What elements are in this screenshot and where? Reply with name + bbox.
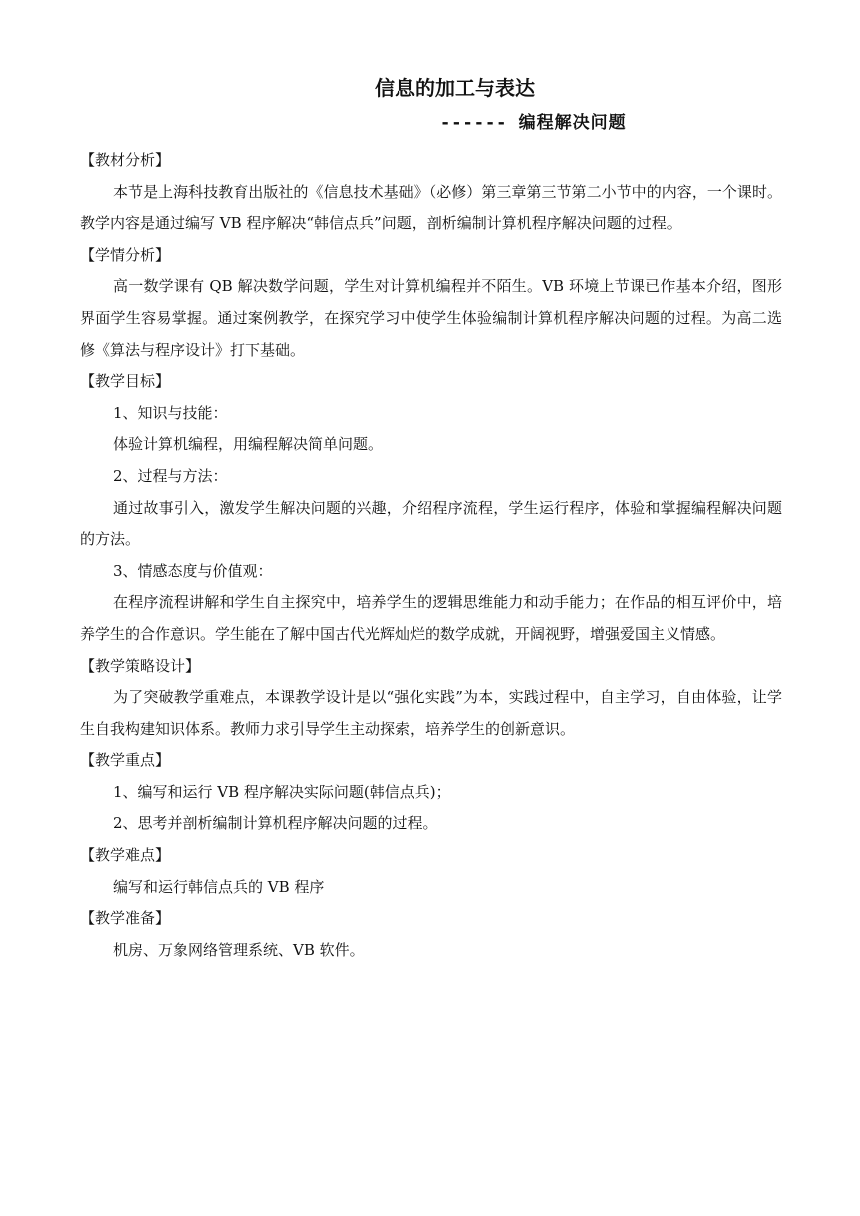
paragraph-strategy: 为了突破教学重难点，本课教学设计是以“强化实践”为本，实践过程中，自主学习，自由体验，让学生自我构建知识体系。教师力求引导学生主动探索，培养学生的创新意识。 (80, 688, 782, 738)
section-heading-key-points: 【教学重点】 (80, 751, 171, 770)
goal-2-label: 2、过程与方法： (113, 466, 228, 485)
preparation-item: 机房、万象网络管理系统、VB 软件。 (113, 940, 365, 959)
goal-1-text: 体验计算机编程，用编程解决简单问题。 (113, 435, 384, 454)
key-point-1: 1、编写和运行 VB 程序解决实际问题(韩信点兵)； (113, 782, 451, 801)
goal-2-text: 通过故事引入，激发学生解决问题的兴趣，介绍程序流程，学生运行程序，体验和掌握编程解决问题的方法。 (80, 498, 782, 549)
document-title: 信息的加工与表达 (375, 76, 535, 100)
goal-1-label: 1、知识与技能： (113, 403, 228, 422)
goal-3-label: 3、情感态度与价值观： (113, 561, 273, 580)
difficulty-item: 编写和运行韩信点兵的 VB 程序 (113, 877, 325, 896)
paragraph-material: 本节是上海科技教育出版社的《信息技术基础》（必修）第三章第三节第二小节中的内容，一个课时。教学内容是通过编写 VB 程序解决“韩信点兵”问题，剖析编制计算机程序解决问题的过程。 (80, 182, 782, 233)
section-heading-students: 【学情分析】 (80, 245, 171, 264)
goal-3-text: 在程序流程讲解和学生自主探究中，培养学生的逻辑思维能力和动手能力；在作品的相互评价中，培养学生的合作意识。学生能在了解中国古代光辉灿烂的数学成就，开阔视野，增强爱国主义情感。 (80, 593, 782, 643)
section-heading-goals: 【教学目标】 (80, 372, 171, 391)
document-subtitle: ------ 编程解决问题 (440, 113, 627, 133)
section-heading-difficulty: 【教学难点】 (80, 846, 171, 865)
section-heading-strategy: 【教学策略设计】 (80, 656, 201, 675)
document-body (80, 145, 782, 966)
key-point-2: 2、思考并剖析编制计算机程序解决问题的过程。 (113, 814, 438, 833)
section-heading-preparation: 【教学准备】 (80, 909, 171, 928)
paragraph-students: 高一数学课有 QB 解决数学问题，学生对计算机编程并不陌生。VB 环境上节课已作基本介绍，图形界面学生容易掌握。通过案例教学，在探究学习中使学生体验编制计算机程序解决问题的过程。为高二选修《算法与程序设计》打下基础。 (80, 277, 782, 359)
section-heading-material: 【教材分析】 (80, 151, 171, 169)
